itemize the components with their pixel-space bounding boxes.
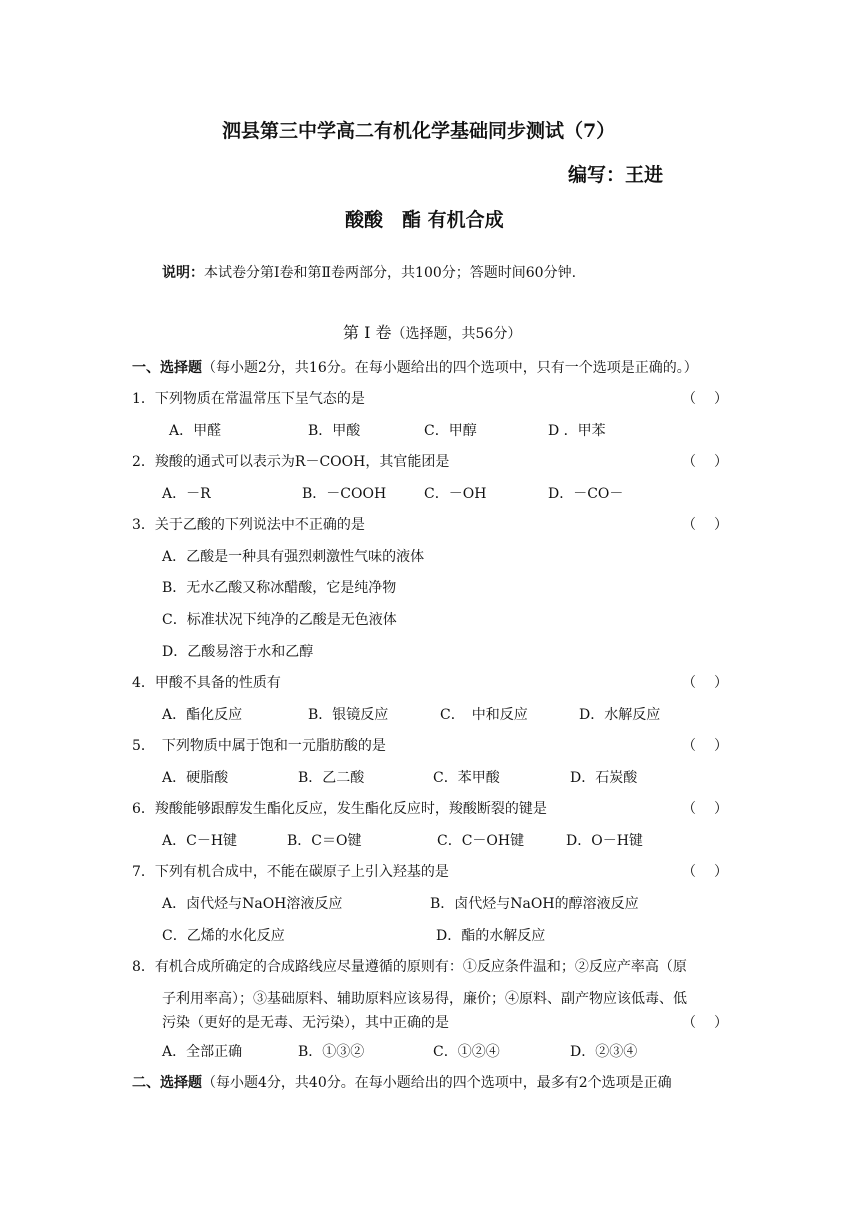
answer-bracket: （ ） xyxy=(682,517,728,533)
answer-bracket: （ ） xyxy=(682,1015,728,1031)
option-7a: A．卤代烃与NaOH溶液反应 xyxy=(162,896,343,912)
option-5c: C．苯甲酸 xyxy=(433,770,500,786)
option-2b: B．－COOH xyxy=(302,486,387,502)
option-2a: A．－R xyxy=(162,486,211,502)
part1-label: 一、选择题 xyxy=(132,360,202,376)
option-3b: B．无水乙酸又称冰醋酸，它是纯净物 xyxy=(162,580,397,596)
section-heading-label: 第 Ⅰ 卷 xyxy=(343,323,392,342)
question-4-stem: 4．甲酸不具备的性质有 xyxy=(132,675,281,691)
option-1b: B．甲酸 xyxy=(308,423,361,439)
option-2c: C．－OH xyxy=(424,486,487,502)
option-6a: A．C－H键 xyxy=(162,833,238,849)
option-5d: D．石炭酸 xyxy=(570,770,638,786)
question-5-stem: 5． 下列物质中属于饱和一元脂肪酸的是 xyxy=(132,738,386,754)
option-7b: B．卤代烃与NaOH的醇溶液反应 xyxy=(430,896,639,912)
answer-bracket: （ ） xyxy=(682,454,728,470)
question-8-stem-line-1: 8．有机合成所确定的合成路线应尽量遵循的原则有：①反应条件温和；②反应产率高（原 xyxy=(132,959,687,975)
part2-desc: （每小题4分，共40分。在每小题给出的四个选项中，最多有2个选项是正确 xyxy=(202,1075,672,1091)
option-8a: A．全部正确 xyxy=(162,1044,243,1060)
question-6-stem: 6．羧酸能够跟醇发生酯化反应，发生酯化反应时，羧酸断裂的键是 xyxy=(132,801,547,817)
section-heading xyxy=(343,320,521,344)
instructions-text: 本试卷分第Ⅰ卷和第Ⅱ卷两部分，共100分；答题时间60分钟. xyxy=(204,265,577,281)
option-1c: C．甲醇 xyxy=(424,423,477,439)
question-2-stem: 2．羧酸的通式可以表示为R－COOH，其官能团是 xyxy=(132,454,450,470)
question-3-stem: 3．关于乙酸的下列说法中不正确的是 xyxy=(132,517,365,533)
question-8-stem-line-3: 污染（更好的是无毒、无污染），其中正确的是 xyxy=(162,1015,449,1031)
option-4d: D．水解反应 xyxy=(579,707,661,723)
question-7-stem: 7．下列有机合成中，不能在碳原子上引入羟基的是 xyxy=(132,864,449,880)
author-line: 编写：王进 xyxy=(568,164,664,186)
question-1-stem: 1．下列物质在常温常压下呈气态的是 xyxy=(132,391,365,407)
document-title: 泗县第三中学高二有机化学基础同步测试（7） xyxy=(222,120,616,142)
option-3d: D．乙酸易溶于水和乙醇 xyxy=(162,644,314,660)
answer-bracket: （ ） xyxy=(682,864,728,880)
option-5b: B．乙二酸 xyxy=(298,770,365,786)
option-1a: A．甲醛 xyxy=(169,423,222,439)
answer-bracket: （ ） xyxy=(682,801,728,817)
subtitle: 酸酸 酯 有机合成 xyxy=(345,209,504,231)
option-6c: C．C－OH键 xyxy=(437,833,525,849)
option-6b: B．C＝O键 xyxy=(287,833,362,849)
answer-bracket: （ ） xyxy=(682,391,728,407)
part2-header xyxy=(132,1073,672,1093)
instructions-label: 说明： xyxy=(162,265,204,281)
instructions xyxy=(162,263,576,283)
option-7d: D．酯的水解反应 xyxy=(436,928,546,944)
part1-header xyxy=(132,358,698,378)
part2-label: 二、选择题 xyxy=(132,1075,202,1091)
option-2d: D．－CO－ xyxy=(548,486,624,502)
option-4b: B．银镜反应 xyxy=(308,707,389,723)
section-heading-info: （选择题，共56分） xyxy=(391,326,522,342)
question-8-stem-line-2: 子利用率高）；③基础原料、辅助原料应该易得，廉价；④原料、副产物应该低毒、低 xyxy=(162,991,687,1007)
option-1d: D ．甲苯 xyxy=(548,423,606,439)
option-4c: C． 中和反应 xyxy=(440,707,528,723)
option-8d: D．②③④ xyxy=(570,1044,638,1060)
option-8c: C．①②④ xyxy=(433,1044,500,1060)
answer-bracket: （ ） xyxy=(682,675,728,691)
answer-bracket: （ ） xyxy=(682,738,728,754)
option-7c: C．乙烯的水化反应 xyxy=(162,928,285,944)
option-6d: D．O－H键 xyxy=(566,833,643,849)
option-3a: A．乙酸是一种具有强烈刺激性气味的液体 xyxy=(162,549,425,565)
option-4a: A．酯化反应 xyxy=(162,707,243,723)
option-3c: C．标准状况下纯净的乙酸是无色液体 xyxy=(162,612,397,628)
option-8b: B．①③② xyxy=(298,1044,365,1060)
part1-desc: （每小题2分，共16分。在每小题给出的四个选项中，只有一个选项是正确的。） xyxy=(202,360,698,376)
option-5a: A．硬脂酸 xyxy=(162,770,229,786)
